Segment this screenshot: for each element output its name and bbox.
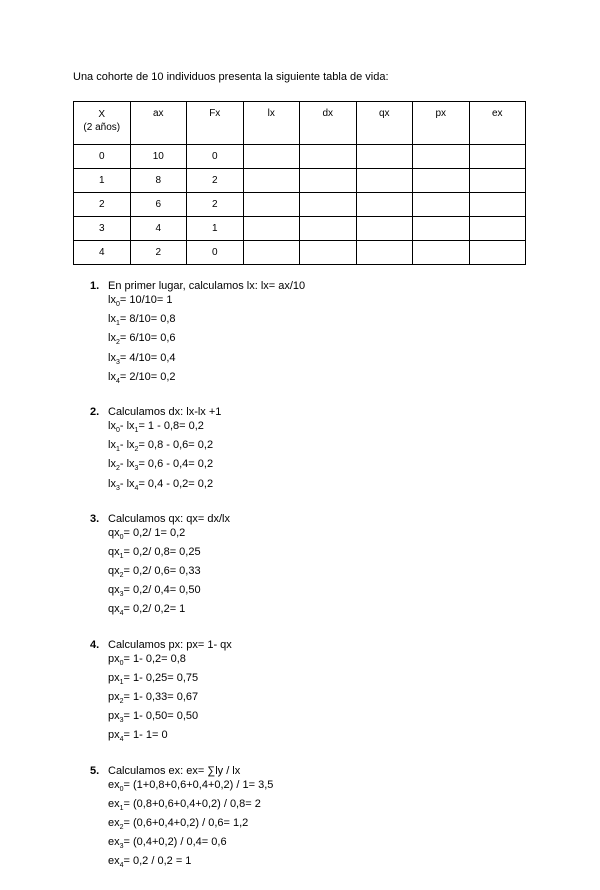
table-cell	[356, 241, 413, 265]
formula-subscript: 0	[119, 785, 124, 793]
formula-subscript: 1	[115, 446, 120, 454]
formula-line	[108, 564, 305, 583]
formula-subscript: 2	[115, 465, 120, 473]
formula-expression: -	[119, 419, 127, 432]
table-cell	[469, 145, 526, 169]
table-cell	[356, 193, 413, 217]
formula-symbol: lx	[126, 439, 135, 452]
formula-line	[108, 351, 305, 370]
formula-expression: = (0,4+0,2) / 0,4= 0,6	[123, 836, 227, 849]
formula-expression: = 1- 0,2= 0,8	[123, 652, 186, 665]
formula-subscript: 1	[134, 427, 139, 435]
formula-symbol: qx	[108, 603, 120, 616]
formula-symbol: ex	[108, 816, 120, 829]
formula-expression: = (0,8+0,6+0,4+0,2) / 0,8= 2	[123, 797, 261, 810]
formula-expression: = 10/10= 1	[119, 294, 173, 306]
table-cell	[300, 145, 357, 169]
table-row	[74, 241, 526, 265]
formula-expression: = 0,6 - 0,4= 0,2	[138, 458, 214, 471]
formula-symbol: qx	[108, 545, 120, 558]
formula-expression: = 0,4 - 0,2= 0,2	[138, 477, 214, 490]
formula-expression: = 2/10= 0,2	[119, 370, 176, 383]
formula-subscript: 0	[115, 427, 120, 435]
calculation-steps	[90, 279, 305, 890]
formula-subscript: 3	[119, 843, 124, 851]
formula-symbol: ex	[108, 778, 120, 791]
table-cell: 2	[187, 193, 244, 217]
formula-line	[108, 331, 305, 350]
table-cell	[300, 241, 357, 265]
formula-expression: = 4/10= 0,4	[119, 351, 176, 364]
table-cell: 0	[187, 241, 244, 265]
formula-subscript: 0	[119, 659, 124, 667]
table-cell	[413, 145, 470, 169]
table-cell: 1	[74, 169, 131, 193]
table-cell: 2	[74, 193, 131, 217]
table-header-row	[74, 102, 526, 145]
formula-symbol: lx	[108, 332, 116, 345]
formula-subscript: 4	[119, 610, 124, 618]
header-dx: dx	[300, 102, 357, 145]
formula-symbol: lx	[108, 458, 116, 471]
table-cell: 3	[74, 217, 131, 241]
formula-symbol: lx	[108, 294, 116, 306]
formula-expression: = 0,8 - 0,6= 0,2	[138, 439, 214, 452]
step-heading	[90, 279, 305, 293]
header-qx: qx	[356, 102, 413, 145]
formula-subscript: 3	[115, 484, 120, 492]
formula-line	[108, 709, 305, 728]
table-cell: 0	[187, 145, 244, 169]
formula-subscript: 4	[115, 377, 120, 385]
formula-line	[108, 545, 305, 564]
formula-symbol: px	[108, 652, 120, 665]
formula-subscript: 0	[119, 533, 124, 541]
formula-subscript: 3	[119, 591, 124, 599]
formula-symbol: lx	[108, 370, 116, 383]
formula-line	[108, 854, 305, 873]
formula-symbol: px	[108, 710, 120, 723]
formula-expression: = (1+0,8+0,6+0,4+0,2) / 1= 3,5	[123, 778, 274, 791]
step-number: 2.	[90, 405, 100, 418]
formula-subscript: 2	[115, 339, 120, 347]
step-item	[90, 405, 305, 496]
formula-expression: = (0,6+0,4+0,2) / 0,6= 1,2	[123, 816, 249, 829]
table-cell	[413, 169, 470, 193]
table-cell	[413, 241, 470, 265]
step-number: 1.	[90, 280, 100, 292]
table-row	[74, 217, 526, 241]
formula-line	[108, 835, 305, 854]
step-number: 4.	[90, 638, 100, 651]
formula-subscript: 3	[115, 358, 120, 366]
formula-expression: -	[119, 439, 127, 452]
header-fx: Fx	[187, 102, 244, 145]
step-number: 3.	[90, 512, 100, 525]
step-title: Calculamos px: px= 1- qx	[108, 638, 232, 651]
formula-symbol: px	[108, 671, 120, 684]
formula-symbol: ex	[108, 855, 120, 868]
step-item	[90, 638, 305, 748]
formula-line	[108, 652, 305, 671]
table-cell: 1	[187, 217, 244, 241]
table-cell	[243, 241, 300, 265]
formula-line	[108, 293, 305, 312]
formula-subscript: 4	[119, 736, 124, 744]
formula-subscript: 2	[119, 572, 124, 580]
formula-line	[108, 526, 305, 545]
table-cell	[356, 217, 413, 241]
table-cell: 4	[74, 241, 131, 265]
table-cell: 2	[130, 241, 187, 265]
table-cell	[469, 217, 526, 241]
formula-symbol: lx	[108, 351, 116, 364]
formula-symbol: lx	[108, 439, 116, 452]
formula-symbol: lx	[108, 477, 116, 490]
step-lines	[108, 778, 305, 874]
formula-expression: = 0,2 / 0,2 = 1	[123, 855, 192, 868]
table-cell	[300, 193, 357, 217]
formula-symbol: qx	[108, 565, 120, 578]
formula-symbol: qx	[108, 526, 120, 539]
table-cell	[469, 241, 526, 265]
formula-line	[108, 797, 305, 816]
formula-line	[108, 778, 305, 797]
formula-subscript: 3	[119, 717, 124, 725]
step-title: Calculamos ex: ex= ∑ly / lx	[108, 764, 241, 777]
table-row	[74, 169, 526, 193]
formula-expression: = 0,2/ 0,8= 0,25	[123, 545, 201, 558]
formula-symbol: lx	[108, 313, 116, 326]
table-cell	[469, 193, 526, 217]
formula-symbol: lx	[126, 458, 135, 471]
formula-symbol: lx	[108, 419, 116, 432]
formula-expression: = 0,2/ 1= 0,2	[123, 526, 186, 539]
table-cell	[469, 169, 526, 193]
step-item	[90, 764, 305, 874]
formula-line	[108, 690, 305, 709]
table-row	[74, 145, 526, 169]
formula-subscript: 2	[134, 446, 139, 454]
formula-expression: = 0,2/ 0,2= 1	[123, 603, 186, 616]
formula-expression: = 1- 0,33= 0,67	[123, 691, 199, 703]
formula-subscript: 1	[119, 804, 124, 812]
table-cell: 10	[130, 145, 187, 169]
table-cell	[413, 217, 470, 241]
table-cell	[243, 193, 300, 217]
step-title: Calculamos dx: lx-lx +1	[108, 405, 222, 418]
formula-line	[108, 602, 305, 621]
step-lines	[108, 419, 305, 496]
step-number: 5.	[90, 764, 100, 777]
table-cell	[300, 169, 357, 193]
formula-line	[108, 671, 305, 690]
formula-expression: = 1- 1= 0	[123, 729, 168, 742]
table-cell: 0	[74, 145, 131, 169]
formula-subscript: 1	[119, 553, 124, 561]
formula-expression: = 8/10= 0,8	[119, 313, 176, 326]
formula-expression: = 1 - 0,8= 0,2	[138, 419, 204, 432]
formula-line	[108, 477, 305, 496]
formula-line	[108, 583, 305, 602]
formula-subscript: 1	[119, 679, 124, 686]
header-x	[74, 102, 131, 145]
formula-expression: = 6/10= 0,6	[119, 332, 176, 345]
formula-expression: = 0,2/ 0,4= 0,50	[123, 584, 201, 597]
table-cell	[413, 193, 470, 217]
formula-line	[108, 370, 305, 389]
table-cell	[300, 217, 357, 241]
formula-subscript: 2	[119, 698, 124, 706]
intro-text: Una cohorte de 10 individuos presenta la siguiente tabla de vida:	[73, 71, 389, 83]
step-lines	[108, 652, 305, 748]
formula-subscript: 4	[119, 862, 124, 870]
table-cell	[356, 169, 413, 193]
formula-expression: = 1- 0,25= 0,75	[123, 671, 199, 684]
formula-expression: -	[119, 477, 127, 490]
formula-line	[108, 816, 305, 835]
step-title: En primer lugar, calculamos lx: lx= ax/10	[108, 280, 306, 292]
formula-expression: = 1- 0,50= 0,50	[123, 710, 199, 723]
table-cell	[243, 145, 300, 169]
step-lines	[108, 526, 305, 622]
header-px: px	[413, 102, 470, 145]
header-x-label: X	[98, 109, 106, 120]
step-title: Calculamos qx: qx= dx/lx	[108, 512, 230, 525]
formula-line	[108, 728, 305, 747]
formula-line	[108, 438, 305, 457]
step-item	[90, 279, 305, 389]
formula-expression: -	[119, 458, 127, 471]
formula-symbol: px	[108, 691, 120, 703]
step-heading	[90, 764, 305, 778]
formula-symbol: lx	[126, 419, 135, 432]
table-cell: 4	[130, 217, 187, 241]
table-cell	[243, 169, 300, 193]
formula-line	[108, 457, 305, 476]
header-x-sub: (2 años)	[83, 122, 121, 133]
header-ex: ex	[469, 102, 526, 145]
table-cell: 2	[187, 169, 244, 193]
step-heading	[90, 638, 305, 652]
formula-expression: = 0,2/ 0,6= 0,33	[123, 565, 201, 578]
formula-subscript: 1	[115, 320, 120, 328]
table-cell	[243, 217, 300, 241]
table-cell	[356, 145, 413, 169]
formula-subscript: 3	[134, 465, 139, 473]
table-row	[74, 193, 526, 217]
table-cell: 8	[130, 169, 187, 193]
header-lx: lx	[243, 102, 300, 145]
formula-symbol: ex	[108, 836, 120, 849]
formula-symbol: qx	[108, 584, 120, 597]
formula-symbol: ex	[108, 797, 120, 810]
life-table	[73, 101, 526, 265]
formula-subscript: 4	[134, 484, 139, 492]
header-ax: ax	[130, 102, 187, 145]
step-heading	[90, 512, 305, 526]
formula-symbol: px	[108, 729, 120, 742]
step-item	[90, 512, 305, 622]
step-heading	[90, 405, 305, 419]
table-cell: 6	[130, 193, 187, 217]
formula-subscript: 2	[119, 824, 124, 832]
formula-line	[108, 419, 305, 438]
formula-line	[108, 312, 305, 331]
step-lines	[108, 293, 305, 389]
formula-symbol: lx	[126, 477, 135, 490]
formula-subscript: 0	[115, 301, 120, 309]
